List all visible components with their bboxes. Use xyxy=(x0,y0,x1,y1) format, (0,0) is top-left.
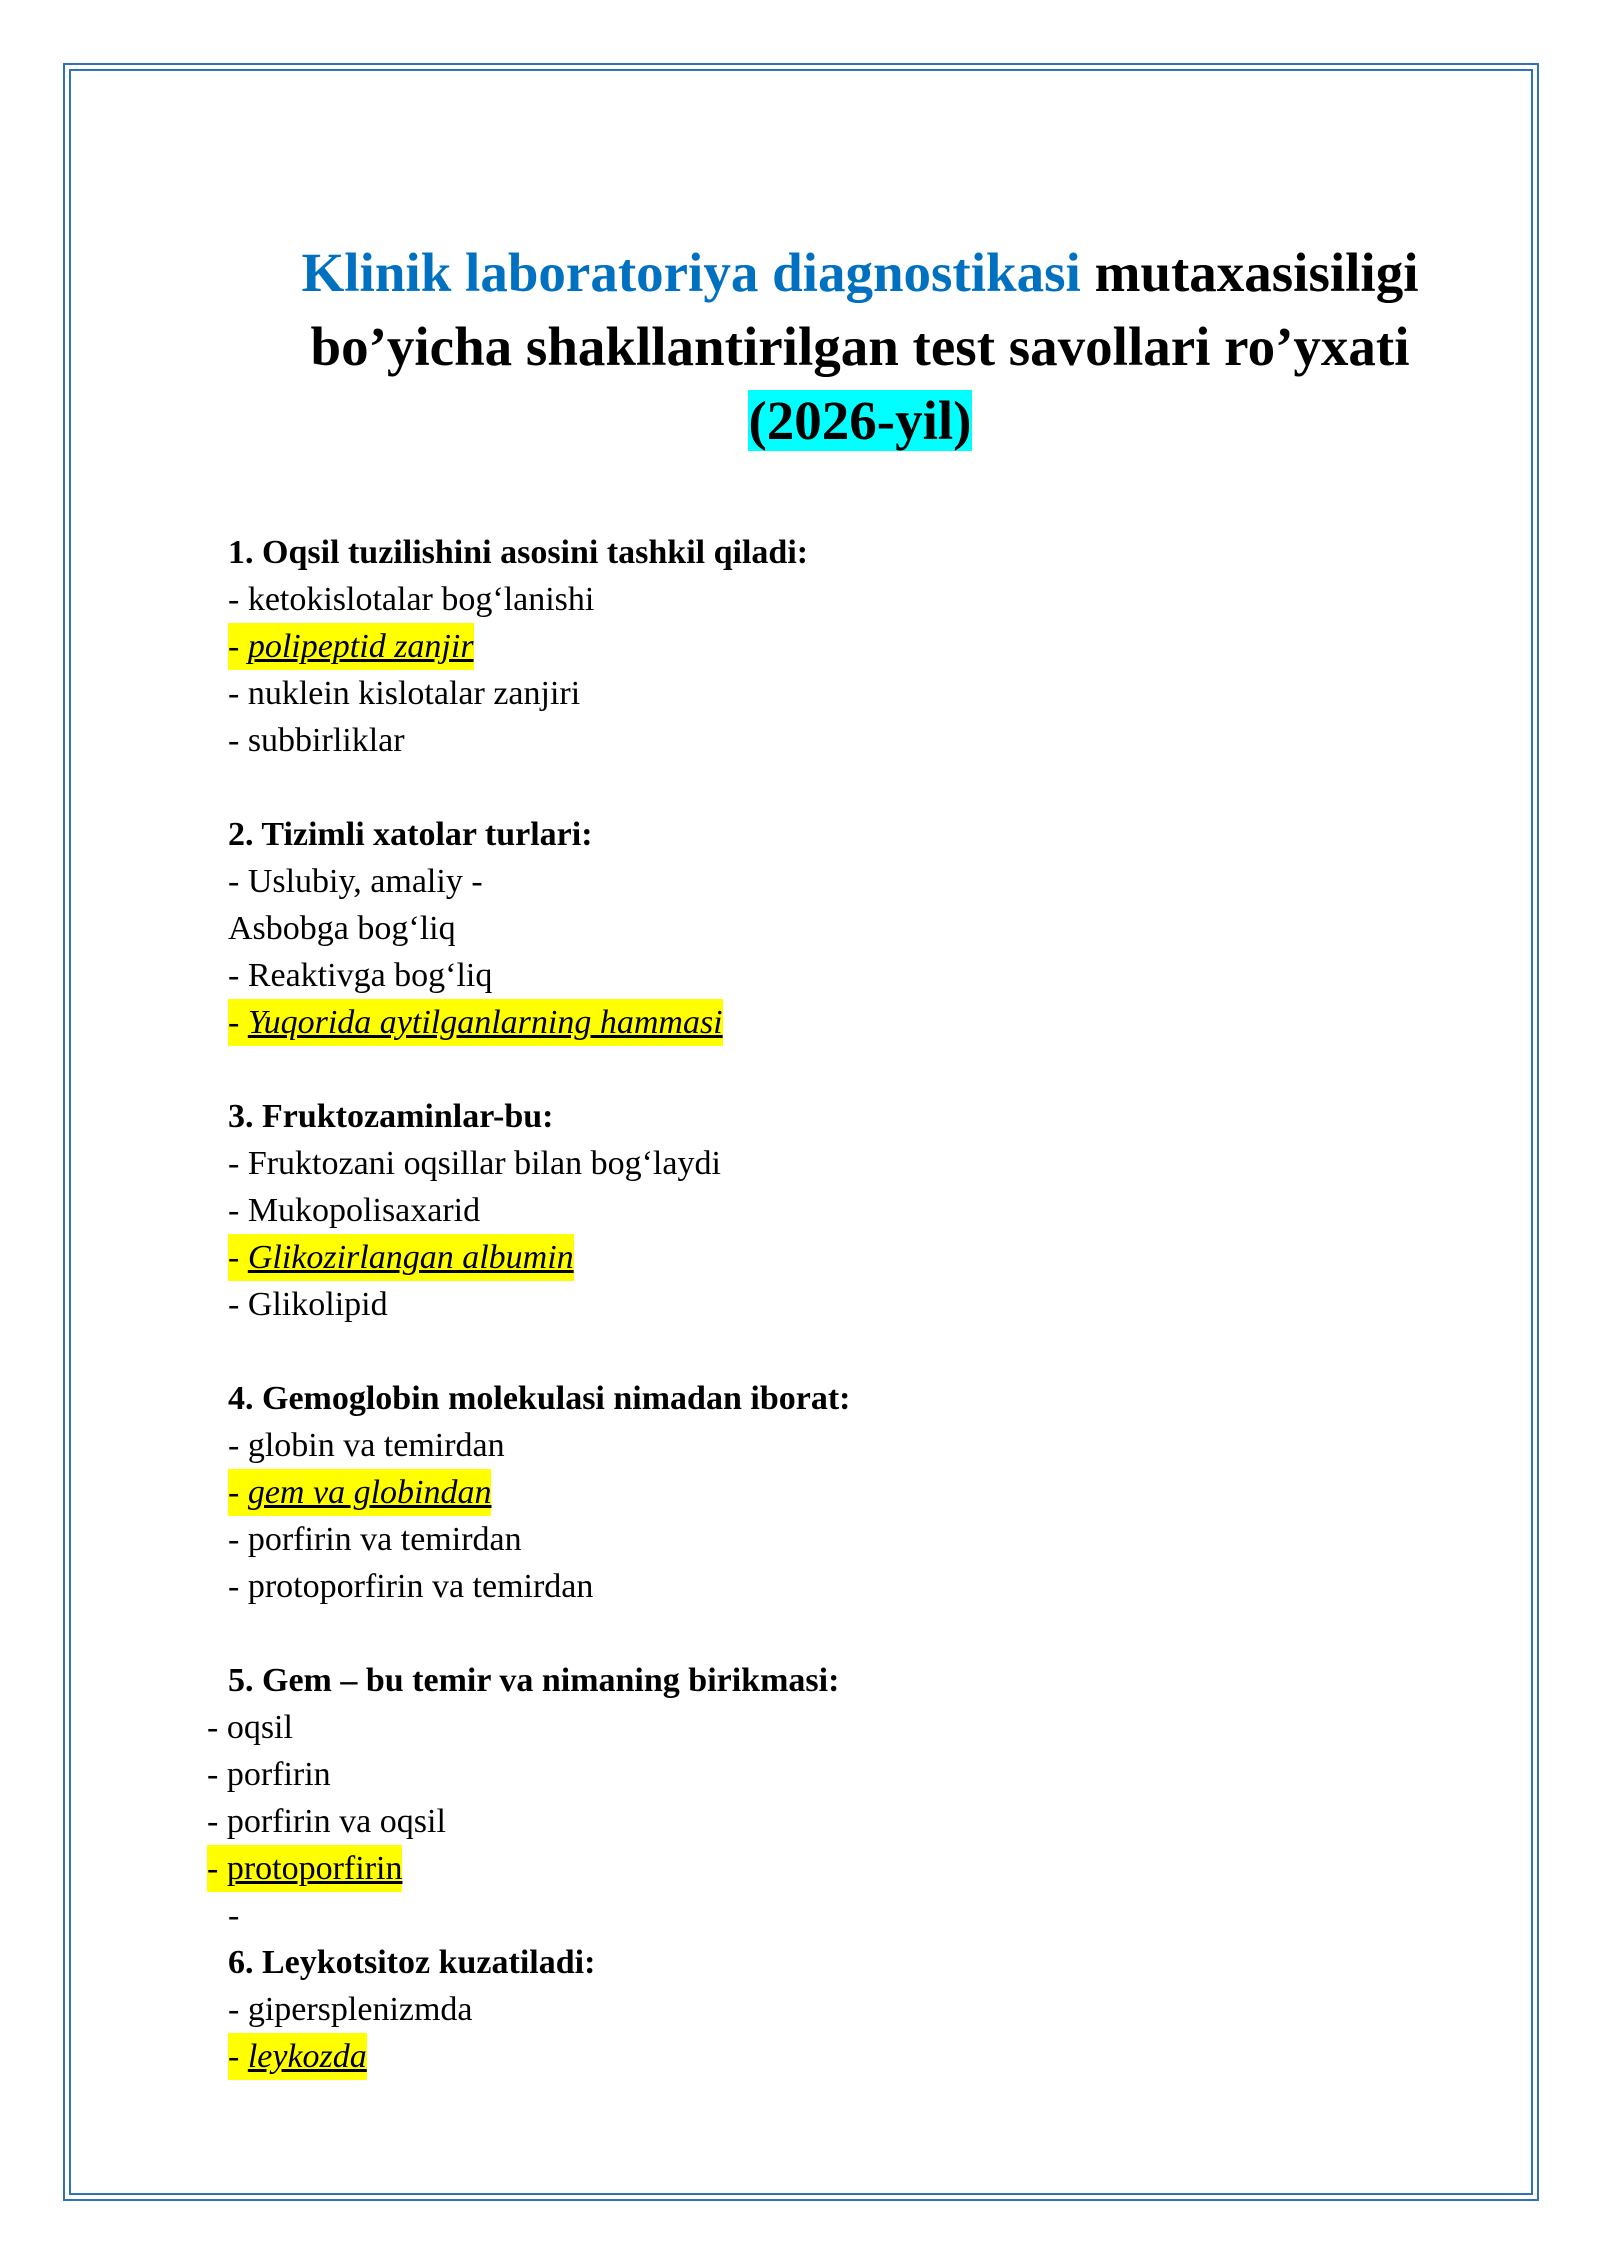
answer-option-correct xyxy=(228,1234,574,1281)
option-dash: - xyxy=(207,1850,227,1887)
question-text: 4. Gemoglobin molekulasi nimadan iborat: xyxy=(228,1380,851,1417)
question-text: 2. Tizimli xatolar turlari: xyxy=(228,816,593,853)
question-list xyxy=(207,529,1428,2127)
question-1 xyxy=(228,529,1428,764)
title-year: (2026-yil) xyxy=(748,390,972,451)
question-2 xyxy=(228,811,1428,1046)
question-text: 1. Oqsil tuzilishini asosini tashkil qiladi: xyxy=(228,534,809,571)
answer-option: - nuklein kislotalar zanjiri xyxy=(228,675,581,712)
answer-option-correct xyxy=(228,1469,491,1516)
question-3 xyxy=(228,1093,1428,1328)
answer-option: - oqsil xyxy=(207,1709,293,1746)
option-text: Yuqorida aytilganlarning hammasi xyxy=(247,1004,723,1041)
answer-option: Asbobga bog‘liq xyxy=(228,910,456,947)
answer-option-correct xyxy=(228,623,474,670)
question-text: 5. Gem – bu temir va nimaning birikmasi: xyxy=(228,1662,840,1699)
answer-option: - protoporfirin va temirdan xyxy=(228,1568,594,1605)
option-text: protoporfirin xyxy=(226,1850,403,1887)
answer-option: - porfirin xyxy=(207,1756,331,1793)
answer-option: - porfirin va oqsil xyxy=(207,1803,446,1840)
answer-option-correct xyxy=(228,999,723,1046)
option-dash: - xyxy=(228,2038,248,2075)
title-line-3 xyxy=(200,384,1520,458)
answer-option: - porfirin va temirdan xyxy=(228,1521,522,1558)
question-text: 6. Leykotsitoz kuzatiladi: xyxy=(228,1944,596,1981)
answer-option-correct xyxy=(228,2033,367,2080)
answer-option: - subbirliklar xyxy=(228,722,405,759)
title-line-1 xyxy=(200,236,1520,310)
answer-option: - Uslubiy, amaliy - xyxy=(228,863,483,900)
answer-option: - globin va temirdan xyxy=(228,1427,505,1464)
question-6 xyxy=(228,1939,1428,2080)
option-dash: - xyxy=(228,1474,248,1511)
option-dash: - xyxy=(228,1004,248,1041)
question-5 xyxy=(207,1657,1428,1939)
option-text: polipeptid zanjir xyxy=(247,628,474,665)
answer-option: - Fruktozani oqsillar bilan bog‘laydi xyxy=(228,1145,721,1182)
answer-option: - gipersplenizmda xyxy=(228,1991,473,2028)
stray-dash: - xyxy=(228,1897,240,1934)
option-dash: - xyxy=(228,1239,248,1276)
document-title xyxy=(200,236,1520,458)
answer-option: - Glikolipid xyxy=(228,1286,388,1323)
option-text: gem va globindan xyxy=(247,1474,492,1511)
answer-option: - ketokislotalar bog‘lanishi xyxy=(228,581,595,618)
answer-option: - Mukopolisaxarid xyxy=(228,1192,481,1229)
answer-option-correct xyxy=(207,1845,402,1892)
option-dash: - xyxy=(228,628,248,665)
option-text: Glikozirlangan albumin xyxy=(247,1239,574,1276)
question-4 xyxy=(228,1375,1428,1610)
title-suffix: mutaxasisiligi xyxy=(1080,242,1419,303)
title-line-2: bo’yicha shakllantirilgan test savollari ro’yxati xyxy=(310,316,1410,377)
title-specialty: Klinik laboratoriya diagnostikasi xyxy=(301,242,1081,303)
answer-option: - Reaktivga bog‘liq xyxy=(228,957,493,994)
question-text: 3. Fruktozaminlar-bu: xyxy=(228,1098,554,1135)
option-text: leykozda xyxy=(247,2038,367,2075)
